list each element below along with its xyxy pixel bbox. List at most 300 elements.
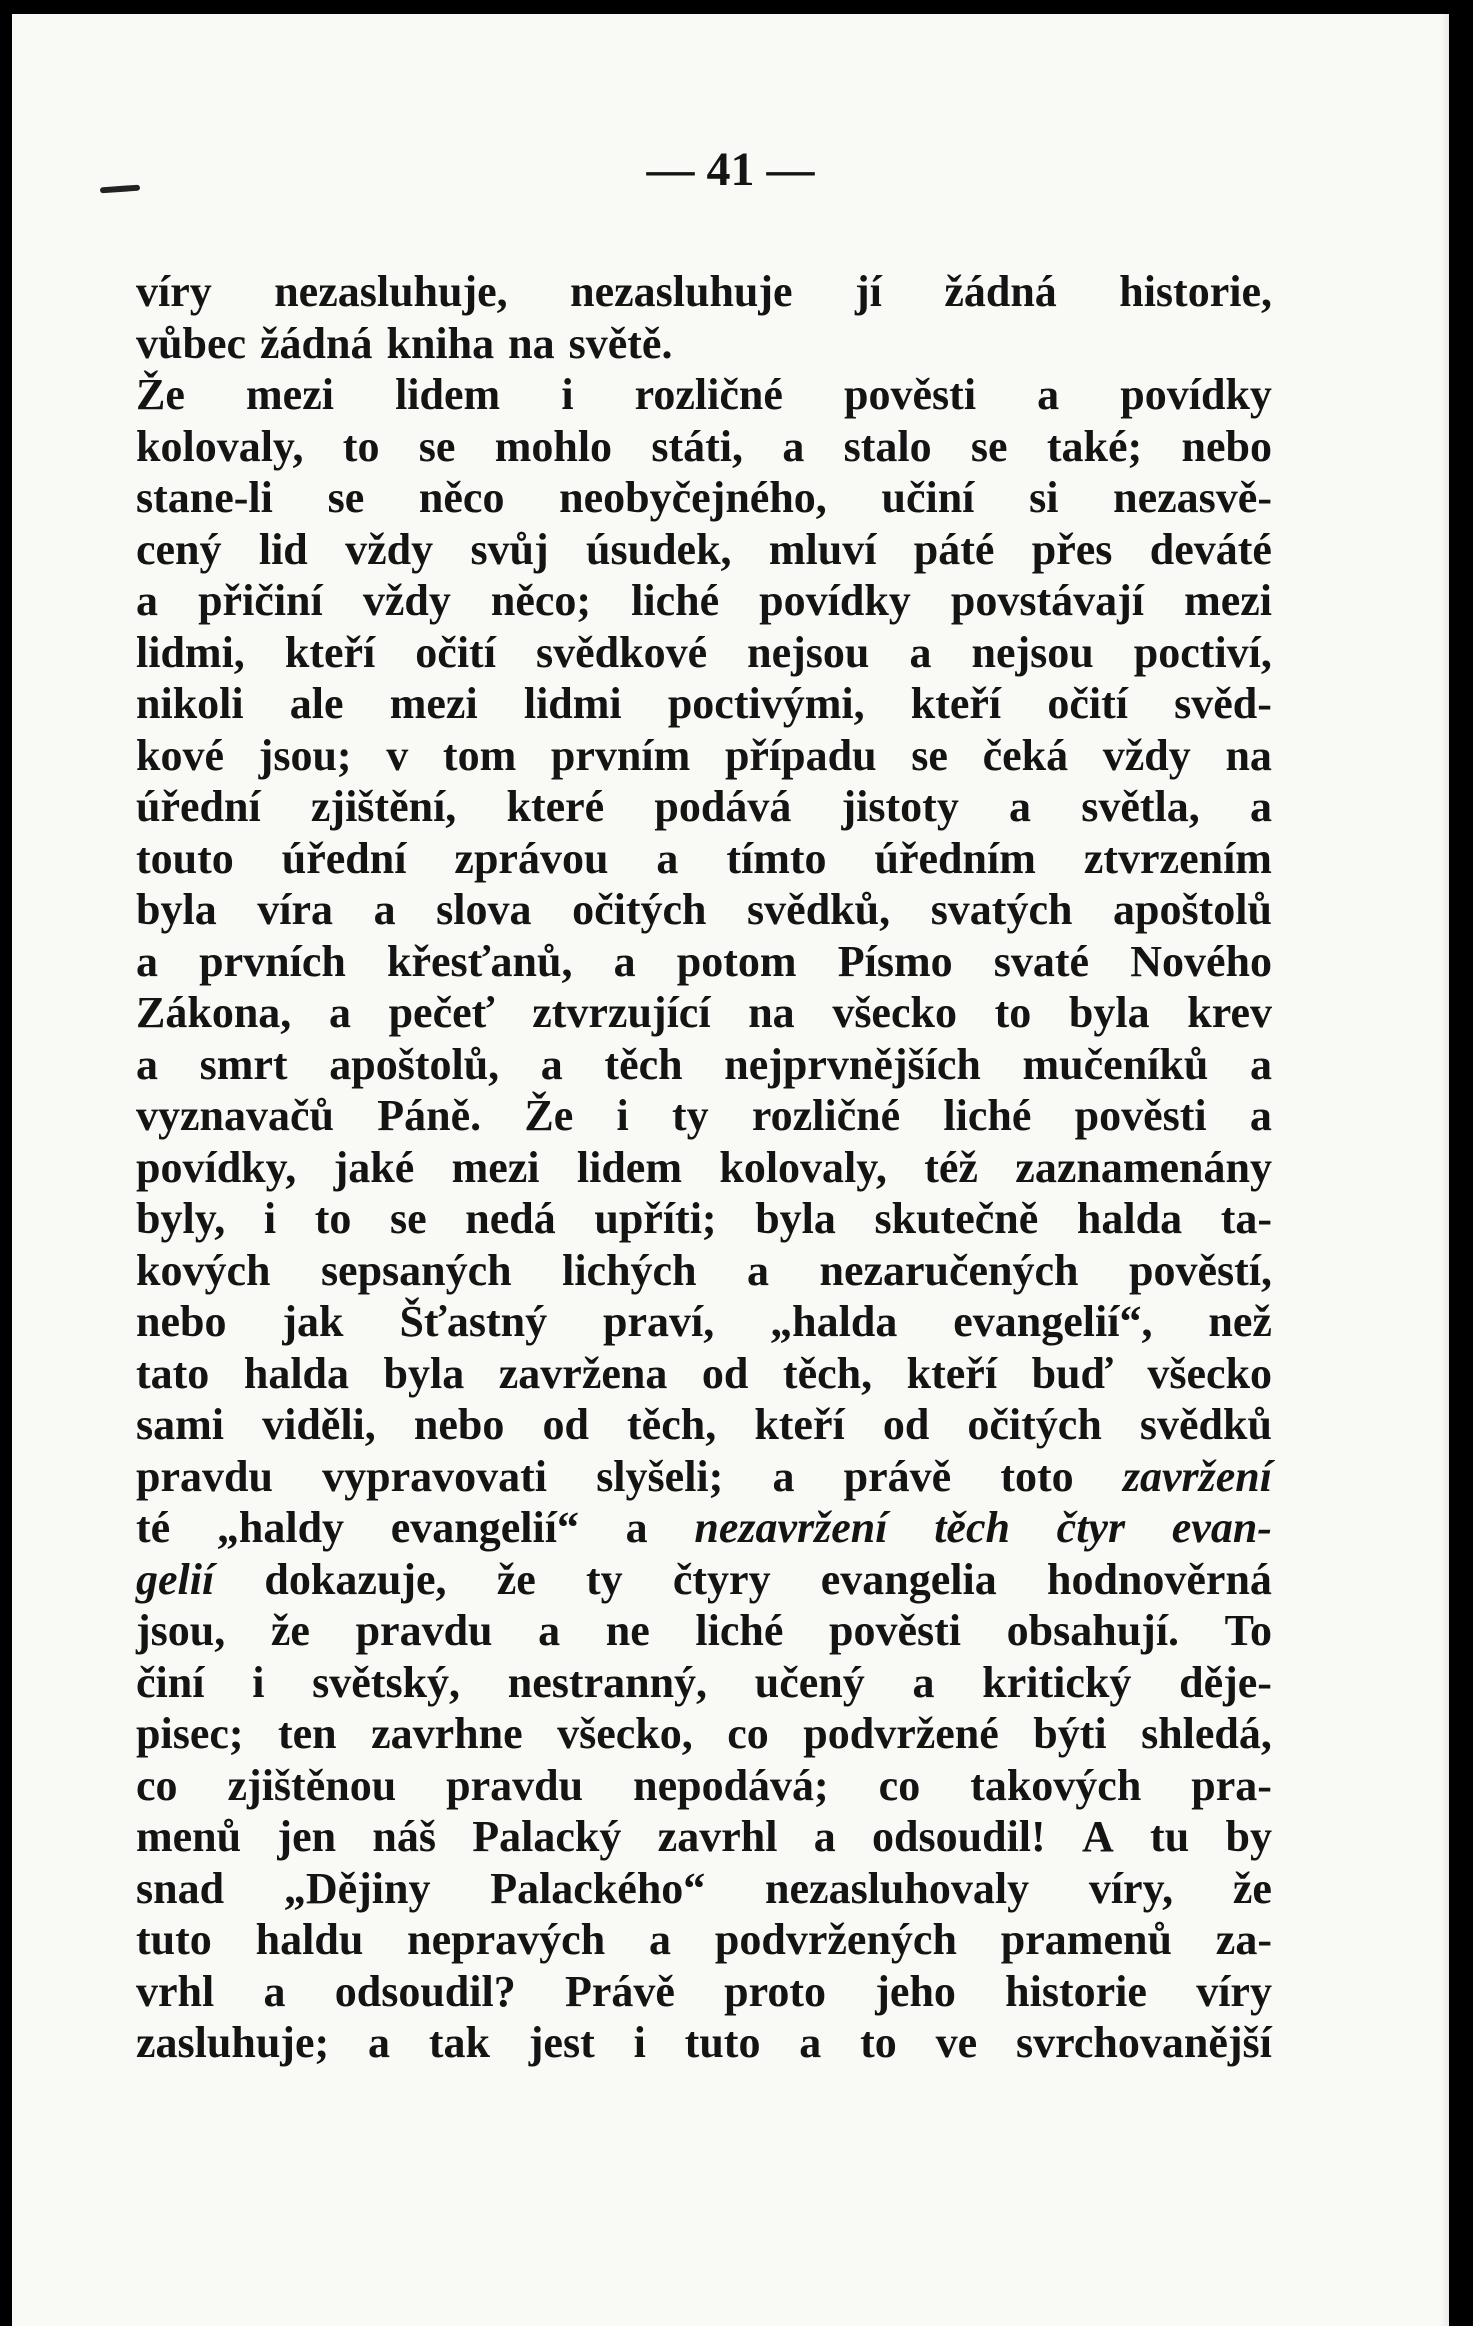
word: a	[136, 936, 158, 986]
text-line	[136, 1554, 1272, 1606]
word: lidem	[395, 370, 501, 419]
word: a	[1037, 370, 1060, 419]
word: jeho	[875, 1966, 956, 2016]
word: pravdu	[446, 1760, 584, 1810]
word: tom	[442, 730, 517, 780]
body-text	[136, 266, 1272, 2069]
word: státi,	[651, 421, 744, 471]
word: něco	[418, 473, 505, 522]
word: pečeť	[388, 988, 495, 1037]
word: očitých	[572, 885, 707, 934]
word: „halda	[770, 1297, 898, 1346]
word: slyšeli;	[596, 1451, 724, 1501]
word: lidem	[576, 1142, 682, 1192]
word: pověsti	[1074, 1091, 1207, 1140]
word: očití	[1047, 679, 1128, 728]
word: jest	[528, 2018, 595, 2067]
word: kolovaly,	[719, 1142, 887, 1192]
word: a	[1249, 782, 1272, 831]
word: tímto	[726, 833, 827, 883]
word: haldu	[255, 1915, 364, 1964]
text-line	[136, 1708, 1272, 1760]
word: se	[327, 473, 365, 522]
word: tuto	[684, 2018, 761, 2067]
text-line	[136, 1914, 1272, 1966]
word: i	[561, 370, 574, 419]
word: byly,	[136, 1194, 226, 1243]
word: a	[367, 2018, 390, 2067]
word: náš	[372, 1812, 436, 1861]
word: halda	[1076, 1194, 1183, 1243]
word: kteří	[910, 679, 1002, 728]
word: a	[1009, 782, 1032, 831]
word: od	[542, 1400, 589, 1449]
word: nezavržení	[694, 1503, 888, 1552]
word: děje-	[1179, 1657, 1272, 1707]
word: kritický	[982, 1657, 1132, 1707]
word: poctivými,	[667, 679, 865, 728]
word: křesťanů,	[386, 936, 573, 986]
word: očití	[415, 627, 496, 677]
word: od	[701, 1348, 749, 1398]
word: takových	[970, 1760, 1142, 1810]
word: Že	[524, 1091, 574, 1140]
word: zavrhl	[657, 1812, 778, 1861]
text-line	[136, 369, 1272, 421]
word: to	[994, 988, 1032, 1037]
word: mluví	[768, 524, 877, 574]
word: ten	[278, 1709, 337, 1758]
text-line	[136, 472, 1272, 524]
word: Písmo	[837, 936, 953, 986]
word: čtyr	[1056, 1503, 1126, 1552]
word: přes	[1031, 524, 1113, 574]
word: a	[772, 1451, 795, 1501]
word: se	[390, 1194, 427, 1243]
word: nezaručených	[819, 1245, 1079, 1295]
text-line	[136, 421, 1272, 473]
word: i	[633, 2018, 646, 2067]
word: tuto	[136, 1915, 212, 1964]
word: prvních	[199, 936, 346, 986]
word: pověsti	[844, 370, 977, 419]
text-line	[136, 1502, 1272, 1554]
word: nezasluhovaly	[765, 1863, 1030, 1913]
word: a	[656, 833, 679, 883]
word: ne	[605, 1606, 650, 1655]
word: od	[882, 1400, 930, 1449]
word: pravdu	[355, 1606, 493, 1655]
word: a	[813, 1812, 836, 1861]
word: to	[342, 421, 380, 471]
word: lid	[258, 524, 308, 574]
word: zavržení	[1122, 1451, 1272, 1501]
word: všecko	[832, 988, 957, 1037]
word: a	[613, 936, 636, 986]
word: mezi	[246, 370, 334, 419]
word: proto	[724, 1966, 827, 2016]
word: by	[1225, 1812, 1272, 1861]
word: liché	[943, 1091, 1032, 1140]
word: prvním	[550, 730, 691, 780]
word: jsou;	[258, 730, 352, 780]
word: páté	[913, 524, 995, 574]
word: vždy	[345, 524, 434, 574]
text-line	[136, 936, 1272, 988]
page-number: — 41 —	[646, 143, 815, 196]
text-line	[136, 1142, 1272, 1194]
word: kteří	[284, 627, 376, 677]
word: a	[912, 1657, 935, 1707]
page-edge-shadow	[1441, 14, 1449, 2326]
word: kové	[136, 730, 224, 780]
text-line	[136, 524, 1272, 576]
word: tak	[428, 2018, 490, 2067]
text-line	[136, 730, 1272, 782]
word: čeká	[982, 730, 1069, 780]
word: se	[970, 421, 1008, 471]
word: podává	[654, 782, 792, 831]
word: mezi	[389, 679, 478, 728]
word: tu	[1150, 1812, 1190, 1861]
word: nezasluhuje,	[274, 267, 508, 316]
text-line	[136, 1039, 1272, 1091]
word: svědků,	[747, 885, 891, 934]
word: sami	[136, 1400, 224, 1449]
word: zjištění,	[310, 782, 457, 831]
word: rozličné	[634, 370, 783, 419]
word: a	[136, 576, 158, 625]
word: víry	[136, 267, 212, 316]
word: nezasluhuje	[570, 267, 793, 316]
word: rozličné	[751, 1091, 901, 1140]
word: mučeníků	[1022, 1039, 1209, 1089]
word: na	[1225, 730, 1272, 780]
word: viděli,	[262, 1400, 376, 1449]
book-page	[12, 14, 1449, 2326]
word: nestranný,	[507, 1657, 708, 1707]
word: kových	[136, 1245, 271, 1295]
word: co	[878, 1760, 921, 1810]
word: mezi	[451, 1142, 540, 1192]
word: nebo	[413, 1400, 505, 1449]
text-line	[136, 1657, 1272, 1709]
word: a	[373, 885, 396, 934]
word: jaké	[333, 1142, 415, 1192]
word: si	[1029, 473, 1059, 522]
word: Šťastný	[399, 1297, 548, 1346]
word: těch	[604, 1039, 683, 1089]
word: a	[625, 1503, 648, 1552]
word: na	[508, 318, 555, 368]
text-line	[136, 1760, 1272, 1812]
word: menů	[136, 1812, 242, 1861]
word: svaté	[993, 936, 1090, 986]
word: krev	[1187, 988, 1272, 1037]
word: byla	[1068, 988, 1150, 1037]
word: býti	[1033, 1709, 1107, 1758]
word: kolovaly,	[136, 421, 304, 471]
word: svatých	[930, 885, 1073, 934]
word: deváté	[1149, 524, 1272, 574]
word: ty	[586, 1554, 623, 1604]
word: vůbec	[136, 318, 246, 368]
word: úsudek,	[586, 524, 732, 574]
word: snad	[136, 1863, 225, 1913]
word: odsoudil?	[334, 1966, 516, 2016]
word: kniha	[386, 318, 495, 368]
word: nepodává;	[633, 1760, 829, 1810]
word: a	[263, 1966, 286, 2016]
word: než	[1208, 1297, 1272, 1346]
word: že	[1232, 1863, 1272, 1913]
word: apoštolů	[1113, 885, 1272, 934]
word: To	[1224, 1606, 1272, 1655]
scan-border-top	[0, 0, 1473, 14]
word: odsoudil!	[872, 1812, 1046, 1861]
word: něco;	[490, 576, 592, 625]
word: také;	[1046, 421, 1143, 471]
word: a	[328, 988, 351, 1037]
word: pra-	[1191, 1760, 1272, 1810]
word: povídky	[759, 576, 911, 625]
word: na	[748, 988, 795, 1037]
word: co	[727, 1709, 769, 1758]
word: liché	[631, 576, 720, 625]
word: Páně.	[377, 1091, 482, 1140]
word: podvržených	[714, 1915, 957, 1964]
text-line	[136, 575, 1272, 627]
word: pověstí,	[1128, 1245, 1272, 1295]
text-line	[136, 1451, 1272, 1503]
word: slova	[436, 885, 532, 934]
word: vždy	[362, 576, 451, 625]
word: i	[252, 1657, 265, 1707]
word: všecko	[1147, 1348, 1272, 1398]
word: lidmi,	[136, 627, 245, 677]
word: úřední	[136, 782, 261, 831]
word: zavrhne	[371, 1709, 523, 1758]
word: zprávou	[454, 833, 609, 883]
word: zavržena	[498, 1348, 668, 1398]
word: Nového	[1130, 936, 1272, 986]
text-line	[136, 833, 1272, 885]
word: touto	[136, 833, 234, 883]
word: zaznamenány	[1015, 1142, 1272, 1192]
word: povstávají	[950, 576, 1144, 625]
word: poctiví,	[1133, 627, 1272, 677]
word: co	[136, 1760, 178, 1810]
text-line	[136, 1348, 1272, 1400]
word: povídky,	[136, 1142, 297, 1192]
word: světě.	[568, 318, 673, 368]
word: nedá	[465, 1194, 556, 1243]
word: pramenů	[1000, 1915, 1172, 1964]
text-line	[136, 1193, 1272, 1245]
text-line	[136, 1245, 1272, 1297]
text-line	[136, 1090, 1272, 1142]
word: Že	[136, 370, 185, 419]
text-line	[136, 1296, 1272, 1348]
word: svědků	[1139, 1400, 1272, 1449]
word: a	[747, 1245, 770, 1295]
word: též	[924, 1142, 978, 1192]
word: vyznavačů	[136, 1091, 334, 1140]
word: víry,	[1088, 1863, 1174, 1913]
word: pověsti	[829, 1606, 961, 1655]
word: „haldy	[216, 1503, 345, 1552]
word: svědkové	[535, 627, 708, 677]
word: svrchovanější	[1016, 2018, 1272, 2067]
text-line	[136, 884, 1272, 936]
word: zjištěnou	[227, 1760, 397, 1810]
text-line	[136, 1811, 1272, 1863]
word: svůj	[470, 524, 549, 574]
word: nebo	[1181, 421, 1272, 471]
word: v	[386, 730, 409, 780]
word: evangelií“	[390, 1503, 579, 1552]
word: zasluhuje;	[136, 2018, 330, 2067]
word: právě	[843, 1451, 952, 1501]
word: čtyry	[672, 1554, 771, 1604]
scan-border-right	[1449, 0, 1473, 2326]
word: vrhl	[136, 1966, 215, 2016]
word: nejsou	[971, 627, 1094, 677]
word: a	[1249, 1091, 1272, 1140]
word: tato	[136, 1348, 210, 1398]
word: a	[909, 627, 932, 677]
word: nebo	[136, 1297, 227, 1346]
word: těch	[934, 1503, 1010, 1552]
word: skutečně	[874, 1194, 1039, 1243]
word: činí	[136, 1657, 205, 1707]
word: liché	[695, 1606, 784, 1655]
word: učiní	[881, 473, 975, 522]
word: Právě	[564, 1966, 675, 2016]
word: jistoty	[841, 782, 959, 831]
word: halda	[243, 1348, 350, 1398]
word: učený	[754, 1657, 865, 1707]
word: vypravovati	[322, 1451, 548, 1501]
word: smrt	[199, 1039, 288, 1089]
word: jí	[855, 267, 882, 316]
word: historie,	[1119, 267, 1272, 316]
word: jsou,	[136, 1606, 226, 1655]
text-line	[136, 627, 1272, 679]
word: Zákona,	[136, 988, 292, 1037]
word: světský,	[312, 1657, 461, 1707]
word: sepsaných	[320, 1245, 512, 1295]
word: a	[540, 1039, 563, 1089]
word: žádná	[944, 267, 1057, 316]
word: obsahují.	[1006, 1606, 1180, 1655]
word: a	[1249, 1039, 1272, 1089]
word: svěd-	[1174, 679, 1272, 728]
word: úředním	[874, 833, 1036, 883]
word: které	[506, 782, 605, 831]
word: pravdu	[136, 1451, 273, 1501]
word: a	[649, 1915, 672, 1964]
word: buď	[1031, 1348, 1113, 1398]
word: těch,	[627, 1400, 717, 1449]
word: ztvrzující	[532, 988, 711, 1037]
word: nejsou	[747, 627, 870, 677]
word: že	[496, 1554, 536, 1604]
word: lichých	[562, 1245, 697, 1295]
word: jak	[282, 1297, 344, 1346]
word: neobyčejného,	[559, 473, 827, 522]
word: očitých	[967, 1400, 1102, 1449]
text-line	[136, 1399, 1272, 1451]
word: té	[136, 1503, 171, 1552]
word: potom	[676, 936, 797, 986]
word: evangelií“,	[953, 1297, 1153, 1346]
word: A	[1081, 1812, 1114, 1861]
word: evangelia	[820, 1554, 997, 1604]
word: za-	[1215, 1915, 1272, 1964]
text-line	[136, 781, 1272, 833]
word: všecko,	[557, 1709, 693, 1758]
word: upříti;	[594, 1194, 717, 1243]
word: evan-	[1171, 1503, 1272, 1552]
word: nikoli	[136, 679, 244, 728]
word: povídky	[1120, 370, 1272, 419]
word: ale	[289, 679, 344, 728]
text-line	[136, 1966, 1272, 2018]
text-line	[136, 678, 1272, 730]
word: těch,	[782, 1348, 873, 1398]
word: podvržené	[803, 1709, 999, 1758]
text-line	[136, 2017, 1272, 2069]
word: vždy	[1102, 730, 1191, 780]
word: přičiní	[198, 576, 323, 625]
word: byla	[383, 1348, 465, 1398]
text-line	[136, 1605, 1272, 1657]
word: jen	[277, 1812, 337, 1861]
word: se	[911, 730, 948, 780]
word: pisec;	[136, 1709, 244, 1758]
word: shledá,	[1141, 1709, 1272, 1758]
word: ztvrzením	[1083, 833, 1272, 883]
word: světla,	[1081, 782, 1200, 831]
word: to	[314, 1194, 352, 1243]
word: a	[782, 421, 805, 471]
word: kteří	[906, 1348, 998, 1398]
word: nezasvě-	[1113, 473, 1272, 522]
word: že	[270, 1606, 310, 1655]
word: historie	[1005, 1966, 1147, 2016]
word: mohlo	[494, 421, 613, 471]
word: a	[136, 1039, 158, 1089]
text-line	[136, 1863, 1272, 1915]
word: ta-	[1220, 1194, 1272, 1243]
word: Palacký	[472, 1812, 622, 1861]
word: kteří	[754, 1400, 845, 1449]
word: cený	[136, 524, 222, 574]
word: mezi	[1184, 576, 1272, 625]
word: případu	[724, 730, 877, 780]
word: hodnověrná	[1046, 1554, 1272, 1604]
word: nepravých	[407, 1915, 606, 1964]
word: ve	[935, 2018, 978, 2067]
word: víra	[257, 885, 334, 934]
word: byla	[136, 885, 217, 934]
word: nejprvnějších	[724, 1039, 981, 1089]
text-line	[136, 987, 1272, 1039]
word: Palackého“	[490, 1863, 706, 1913]
word: úřední	[281, 833, 407, 883]
word: byla	[755, 1194, 836, 1243]
